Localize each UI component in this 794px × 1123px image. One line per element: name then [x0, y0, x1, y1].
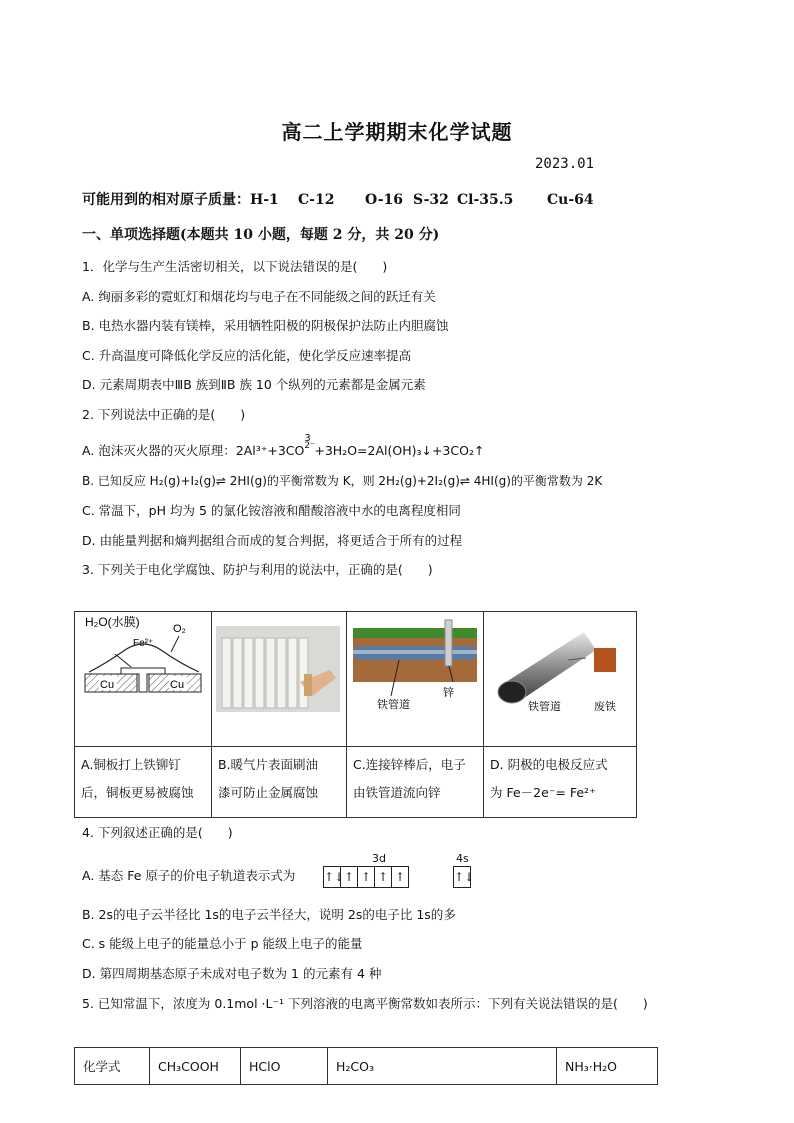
q4-option-d: D. 第四周期基态原子未成对电子数为 1 的元素有 4 种 [82, 966, 382, 981]
radiator-photo [212, 612, 346, 742]
q1-option-b: B. 电热水器内装有镁棒，采用牺牲阳极的阴极保护法防止内胆腐蚀 [82, 318, 449, 333]
scrap-label: 废铁 [594, 701, 616, 713]
atomic-mass-line [82, 189, 594, 209]
cu-right-label: Cu [170, 679, 185, 691]
q1-option-a: A. 绚丽多彩的霓虹灯和烟花均与电子在不同能级之间的跃迁有关 [82, 289, 436, 304]
q1-option-c: C. 升高温度可降低化学反应的活化能，使化学反应速率提高 [82, 348, 412, 363]
q3-caption-c-line1: C.连接锌棒后，电子 [353, 757, 466, 772]
rivet-corrosion-diagram [75, 612, 211, 742]
fe2-label: Fe²⁺ [133, 638, 154, 649]
q2-a-sub: 2⁻ [304, 441, 315, 451]
q3-caption-a [75, 747, 212, 818]
q2-option-d: D. 由能量判据和熵判据组合而成的复合判据，将更适合于所有的过程 [82, 533, 463, 548]
pipe-label-c: 铁管道 [377, 699, 410, 711]
orbital-box: ↑↓ [323, 866, 341, 888]
q3-image-d-cell [484, 612, 637, 747]
q3-image-c-cell [347, 612, 484, 747]
orbital-box: ↑↓ [453, 866, 471, 888]
atomic-mass-label: 可能用到的相对原子质量： [82, 192, 250, 208]
q2-option-a [82, 433, 485, 459]
q2-option-b: B. 已知反应 H₂(g)+I₂(g)⇌ 2HI(g)的平衡常数为 K，则 2H₂(g)+2I₂(g)⇌ 4HI(g)的平衡常数为 2K [82, 474, 603, 488]
orbital-box: ↑ [357, 866, 375, 888]
q3-caption-d-line2: 为 Fe－2e⁻= Fe²⁺ [490, 785, 596, 800]
o2-label: O₂ [173, 623, 186, 635]
section-heading: 一、单项选择题(本题共 10 小题，每题 2 分，共 20 分) [82, 227, 440, 243]
q4-option-c: C. s 能级上电子的能量总小于 p 能级上电子的能量 [82, 936, 363, 951]
q3-options-table [74, 611, 637, 818]
orbital-box: ↑ [340, 866, 358, 888]
q2-stem: 2. 下列说法中正确的是( ) [82, 407, 246, 422]
q4-stem: 4. 下列叙述正确的是( ) [82, 825, 233, 840]
q2-option-c: C. 常温下，pH 均为 5 的氯化铵溶液和醋酸溶液中水的电离程度相同 [82, 503, 461, 518]
orbital-box: ↑ [391, 866, 409, 888]
q3-caption-b-line1: B.暖气片表面刷油 [218, 757, 319, 772]
water-film-label: H₂O(水膜) [85, 615, 140, 629]
q3-caption-c [347, 747, 484, 818]
mass-h: H-1 [250, 192, 279, 208]
mass-c: C-12 [298, 192, 335, 208]
exam-date: 2023.01 [535, 156, 595, 172]
q4-option-b: B. 2s的电子云半径比 1s的电子云半径大，说明 2s的电子比 1s的多 [82, 907, 456, 922]
orbital-3d-boxes [324, 866, 409, 888]
orbital-box: ↑ [374, 866, 392, 888]
q3-caption-c-line2: 由铁管道流向锌 [353, 785, 441, 800]
q3-caption-b [212, 747, 347, 818]
cu-left-label: Cu [100, 679, 115, 691]
pipe-label-d: 铁管道 [528, 701, 561, 713]
mass-s: S-32 [413, 192, 449, 208]
q5-header-hclo: HClO [241, 1048, 328, 1085]
zinc-protection-diagram [347, 612, 483, 742]
q1-stem: 1．化学与生产生活密切相关，以下说法错误的是( ) [82, 259, 388, 274]
q3-caption-d [484, 747, 637, 818]
mass-cu: Cu-64 [547, 192, 594, 208]
orbital-4s-label: 4s [456, 852, 469, 865]
q5-header-nh3h2o: NH₃·H₂O [557, 1048, 658, 1085]
q2-a-post: +3H₂O=2Al(OH)₃↓+3CO₂↑ [314, 443, 485, 458]
q3-image-b-cell [212, 612, 347, 747]
q5-stem: 5. 已知常温下，浓度为 0.1mol ·L⁻¹ 下列溶液的电离平衡常数如表所示：下列有关说法错误的是( ) [82, 996, 648, 1011]
q3-stem: 3. 下列关于电化学腐蚀、防护与利用的说法中，正确的是( ) [82, 562, 433, 577]
q3-caption-a-line1: A.铜板打上铁铆钉 [81, 757, 181, 772]
orbital-4s-boxes [454, 866, 475, 888]
q3-image-a-cell [75, 612, 212, 747]
q3-caption-b-line2: 漆可防止金属腐蚀 [218, 785, 319, 800]
q3-caption-d-line1: D. 阴极的电极反应式 [490, 757, 608, 772]
q1-option-d: D. 元素周期表中ⅢB 族到ⅡB 族 10 个纵列的元素都是金属元素 [82, 377, 426, 392]
q2-a-pre: A. 泡沫灭火器的灭火原理：2Al³⁺+3CO [82, 443, 305, 458]
q5-header-formula: 化学式 [75, 1048, 150, 1085]
scrap-iron-diagram [484, 612, 636, 742]
zinc-label: 锌 [443, 687, 454, 699]
q5-header-ch3cooh: CH₃COOH [150, 1048, 241, 1085]
mass-o: O-16 [365, 192, 404, 208]
page-title: 高二上学期期末化学试题 [281, 120, 513, 144]
q3-caption-a-line2: 后，铜板更易被腐蚀 [81, 785, 194, 800]
q5-constants-table [74, 1047, 658, 1085]
q4-option-a: A. 基态 Fe 原子的价电子轨道表示式为 [82, 868, 296, 883]
mass-cl: Cl-35.5 [457, 192, 514, 208]
orbital-3d-label: 3d [372, 852, 386, 865]
q2-a-sup: 3 [304, 433, 311, 444]
q5-header-h2co3: H₂CO₃ [328, 1048, 557, 1085]
